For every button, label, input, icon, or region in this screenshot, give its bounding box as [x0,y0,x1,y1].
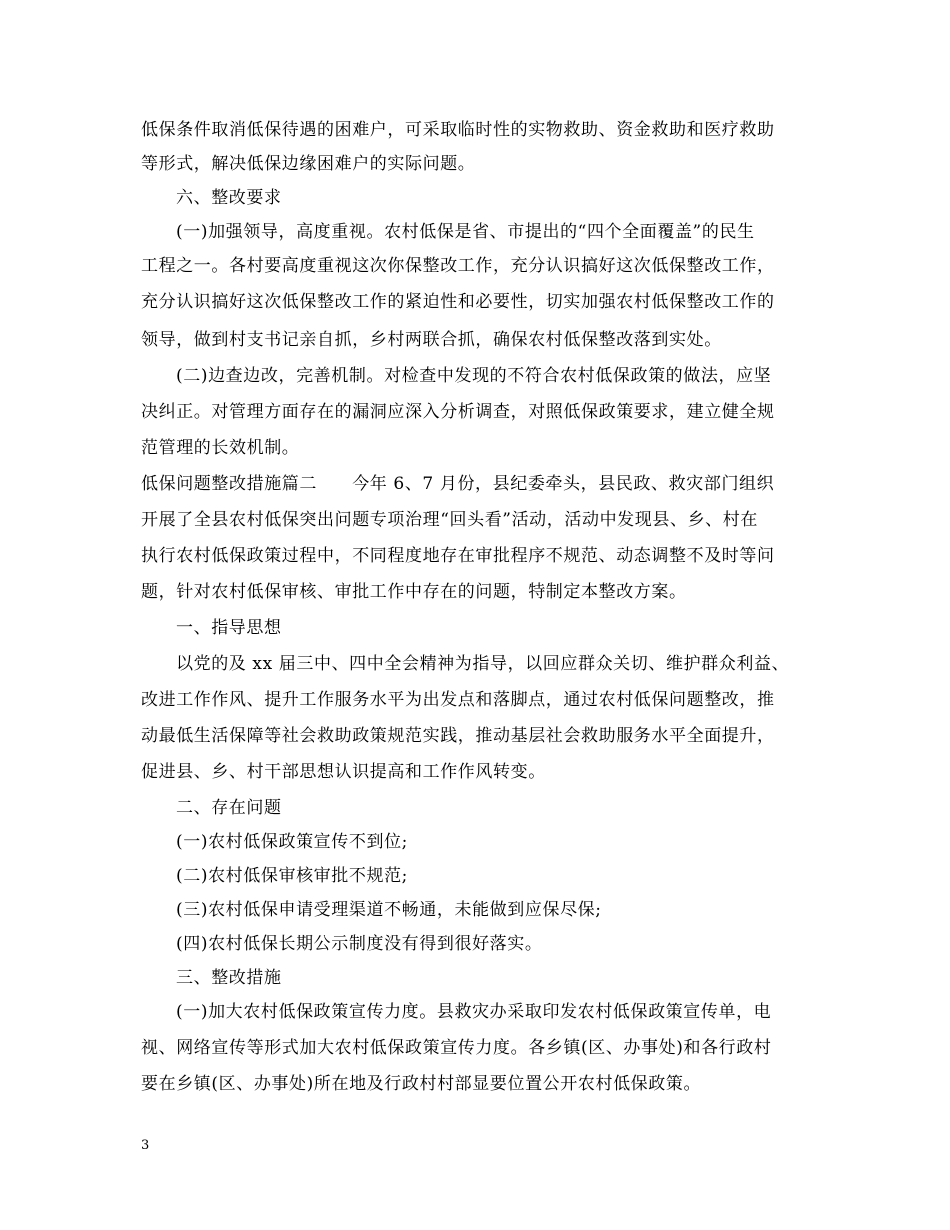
text-line: 改进工作作风、提升工作服务水平为出发点和落脚点，通过农村低保问题整改，推 [141,690,775,710]
page-number: 3 [141,1138,150,1153]
section-heading: 三、整改措施 [176,968,282,988]
text-line: 要在乡镇(区、办事处)所在地及行政村村部显要位置公开农村低保政策。 [141,1074,702,1094]
list-item: (一)农村低保政策宣传不到位; [176,832,408,852]
text-line: 工程之一。各村要高度重视这次你保整改工作，充分认识搞好这次低保整改工作， [141,256,775,276]
text-line: 领导，做到村支书记亲自抓，乡村两联合抓，确保农村低保整改落到实处。 [141,330,722,350]
list-item: (二)农村低保审核审批不规范; [176,866,408,886]
text-line: 范管理的长效机制。 [141,438,300,458]
text-line: 决纠正。对管理方面存在的漏洞应深入分析调查，对照低保政策要求，建立健全规 [141,402,775,422]
text-line: 充分认识搞好这次低保整改工作的紧迫性和必要性，切实加强农村低保整改工作的 [141,292,775,312]
list-item: (四)农村低保长期公示制度没有得到很好落实。 [176,934,543,954]
text-line: 动最低生活保障等社会救助政策规范实践，推动基层社会救助服务水平全面提升， [141,726,775,746]
text-line: 开展了全县农村低保突出问题专项治理“回头看”活动，活动中发现县、乡、村在 [141,510,758,530]
text-line: 视、网络宣传等形式加大农村低保政策宣传力度。各乡镇(区、办事处)和各行政村 [141,1038,772,1058]
text-line: 促进县、乡、村干部思想认识提高和工作作风转变。 [141,762,546,782]
text-line: (二)边查边改，完善机制。对检查中发现的不符合农村低保政策的做法，应坚 [176,366,772,386]
text-line: 执行农村低保政策过程中，不同程度地存在审批程序不规范、动态调整不及时等问 [141,546,775,566]
text-line: 等形式，解决低保边缘困难户的实际问题。 [141,154,476,174]
section-heading: 二、存在问题 [176,798,282,818]
text-line: 低保条件取消低保待遇的困难户，可采取临时性的实物救助、资金救助和医疗救助 [141,120,775,140]
text-line: (一)加大农村低保政策宣传力度。县救灾办采取印发农村低保政策宣传单，电 [176,1002,772,1022]
section-title-line: 低保问题整改措施篇二 今年 6、7 月份，县纪委牵头，县民政、救灾部门组织 [141,474,775,494]
text-line: 题，针对农村低保审核、审批工作中存在的问题，特制定本整改方案。 [141,582,687,602]
section-heading: 一、指导思想 [176,618,282,638]
text-line: (一)加强领导，高度重视。农村低保是省、市提出的“四个全面覆盖”的民生 [176,222,755,242]
section-heading: 六、整改要求 [176,188,282,208]
text-line: 以党的及 xx 届三中、四中全会精神为指导，以回应群众关切、维护群众利益、 [176,654,790,674]
list-item: (三)农村低保申请受理渠道不畅通，未能做到应保尽保; [176,900,602,920]
